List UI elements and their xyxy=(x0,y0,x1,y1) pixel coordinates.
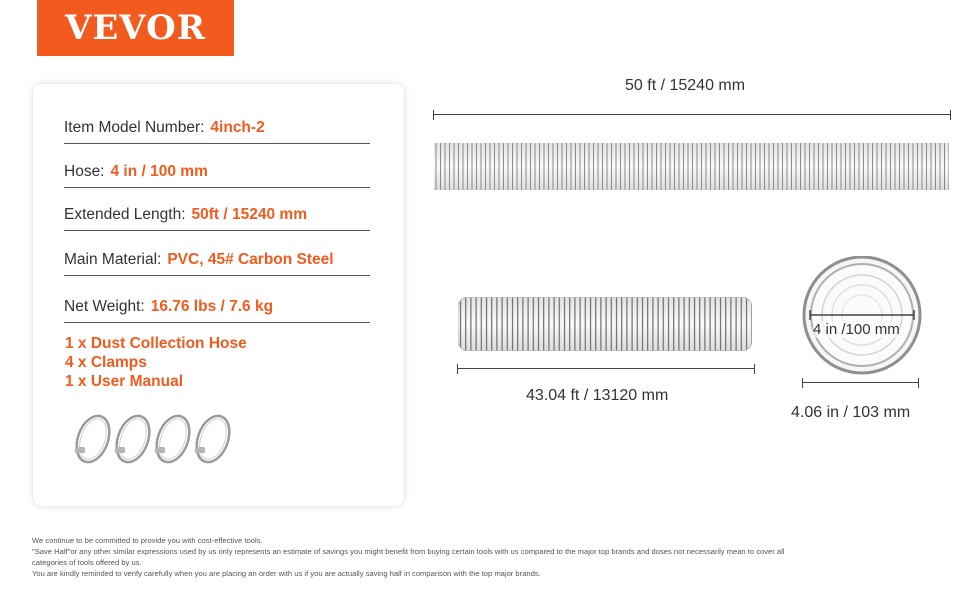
hose-clamps-image xyxy=(71,409,241,469)
disclaimer-line: "Save Half"or any other similar expressions used by us only represents an estimate of savings you might benefit from buying certain tools with us compared to the major top brands and doses not necessarily mean to cover all xyxy=(32,547,785,556)
inner-diameter-label: 4 in /100 mm xyxy=(813,321,900,338)
spec-value: 16.76 lbs / 7.6 kg xyxy=(150,298,274,315)
extended-hose-image xyxy=(434,143,949,190)
spec-label: Net Weight: xyxy=(64,298,145,315)
spec-label: Main Material: xyxy=(64,251,162,268)
extended-length-dimension-line xyxy=(433,110,951,120)
spec-extended-length xyxy=(64,201,370,231)
spec-label: Extended Length: xyxy=(64,206,186,223)
package-item: 1 x Dust Collection Hose xyxy=(65,335,247,352)
spec-net-weight xyxy=(64,293,370,323)
spec-value: PVC, 45# Carbon Steel xyxy=(167,251,334,268)
spec-hose xyxy=(64,158,370,188)
compressed-hose-image xyxy=(458,297,752,351)
spec-value: 4inch-2 xyxy=(210,119,265,136)
spec-value: 4 in / 100 mm xyxy=(110,163,208,180)
spec-label: Hose: xyxy=(64,163,105,180)
outer-diameter-label: 4.06 in / 103 mm xyxy=(791,404,911,421)
package-item: 4 x Clamps xyxy=(65,354,147,371)
hose-end-view-image xyxy=(802,256,922,376)
outer-diameter-dimension-line xyxy=(802,378,919,388)
package-item: 1 x User Manual xyxy=(65,373,184,390)
disclaimer-line: We continue to be committed to provide you with cost-effective tools. xyxy=(32,536,263,545)
compressed-length-label: 43.04 ft / 13120 mm xyxy=(526,387,669,404)
spec-card xyxy=(33,84,404,506)
disclaimer-line: You are kindly reminded to verify carefully when you are placing an order with us if you are actually saving half in comparison with the top major brands. xyxy=(32,569,541,578)
savings-disclaimer xyxy=(32,535,942,579)
package-contents xyxy=(65,334,247,391)
spec-material xyxy=(64,246,370,276)
spec-model-number xyxy=(64,114,370,144)
disclaimer-line: categories of tools offered by us. xyxy=(32,558,142,567)
compressed-length-dimension-line xyxy=(457,364,755,374)
spec-label: Item Model Number: xyxy=(64,119,205,136)
spec-value: 50ft / 15240 mm xyxy=(191,206,307,223)
vevor-logo: VEVOR xyxy=(37,0,234,56)
extended-length-label: 50 ft / 15240 mm xyxy=(625,77,746,94)
